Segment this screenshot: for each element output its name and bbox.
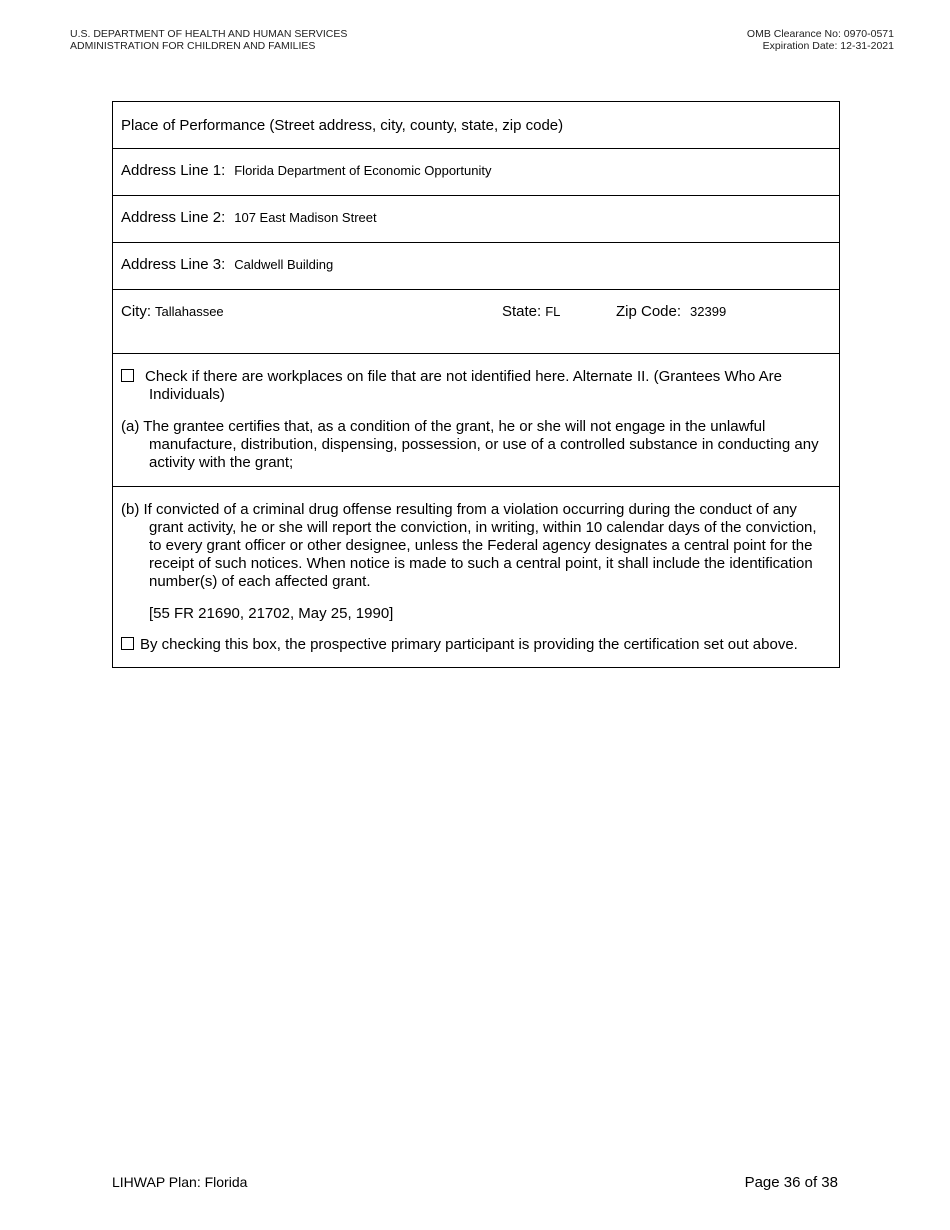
address-line-3-label: Address Line 3: [121,256,226,273]
alternate-ii-section [113,354,839,487]
page-number: Page 36 of 38 [744,1174,838,1191]
workplaces-check-line [121,368,831,404]
agency-line-2: ADMINISTRATION FOR CHILDREN AND FAMILIES [70,40,316,52]
zip-field[interactable]: 32399 [690,304,727,319]
address-line-2-row [113,196,839,243]
place-of-performance-form [112,101,840,668]
federal-register-citation: [55 FR 21690, 21702, May 25, 1990] [149,605,394,622]
address-line-2-field[interactable]: 107 East Madison Street [234,210,377,225]
certification-checkbox[interactable] [121,637,134,650]
address-line-1-row [113,149,839,196]
zip-group [616,303,726,321]
state-label: State: [502,303,542,320]
state-field[interactable]: FL [545,304,561,319]
state-group [502,303,560,321]
plan-footer: LIHWAP Plan: Florida [112,1174,248,1190]
certification-line [121,636,831,654]
workplaces-check-text: Check if there are workplaces on file that are not identified here. Alternate II. (Grantees Who Are Individuals) [145,368,783,403]
city-label: City: [121,303,151,320]
address-line-2-label: Address Line 2: [121,209,226,226]
omb-header [747,28,894,52]
city-state-zip-row [113,290,839,354]
agency-header [70,28,347,52]
paragraph-b-section [113,487,839,667]
agency-line-1: U.S. DEPARTMENT OF HEALTH AND HUMAN SERVICES [70,28,348,40]
place-of-performance-title: Place of Performance (Street address, city, county, state, zip code) [113,102,839,149]
address-line-1-field[interactable]: Florida Department of Economic Opportunity [234,163,492,178]
expiration-date: Expiration Date: 12-31-2021 [762,40,894,52]
city-field[interactable]: Tallahassee [155,304,224,319]
address-line-3-field[interactable]: Caldwell Building [234,257,334,272]
address-line-1-label: Address Line 1: [121,162,226,179]
address-line-3-row [113,243,839,290]
workplaces-checkbox[interactable] [121,369,134,382]
paragraph-b: (b) If convicted of a criminal drug offense resulting from a violation occurring during the conduct of any grant activity, he or she will report the conviction, in writing, within 10 calendar days of the conviction, to every grant officer or other designee, unless the Federal agency designates a central point for the receipt of such notices. When notice is made to such a central point, it shall include the identification number(s) of each affected grant. [121,501,817,590]
omb-clearance: OMB Clearance No: 0970-0571 [746,28,894,40]
zip-label: Zip Code: [616,303,682,320]
certification-text: By checking this box, the prospective primary participant is providing the certification set out above. [140,636,798,653]
paragraph-a: (a) The grantee certifies that, as a condition of the grant, he or she will not engage in the unlawful manufacture, distribution, dispensing, possession, or use of a controlled substance in conducting any activity with the grant; [121,418,819,471]
